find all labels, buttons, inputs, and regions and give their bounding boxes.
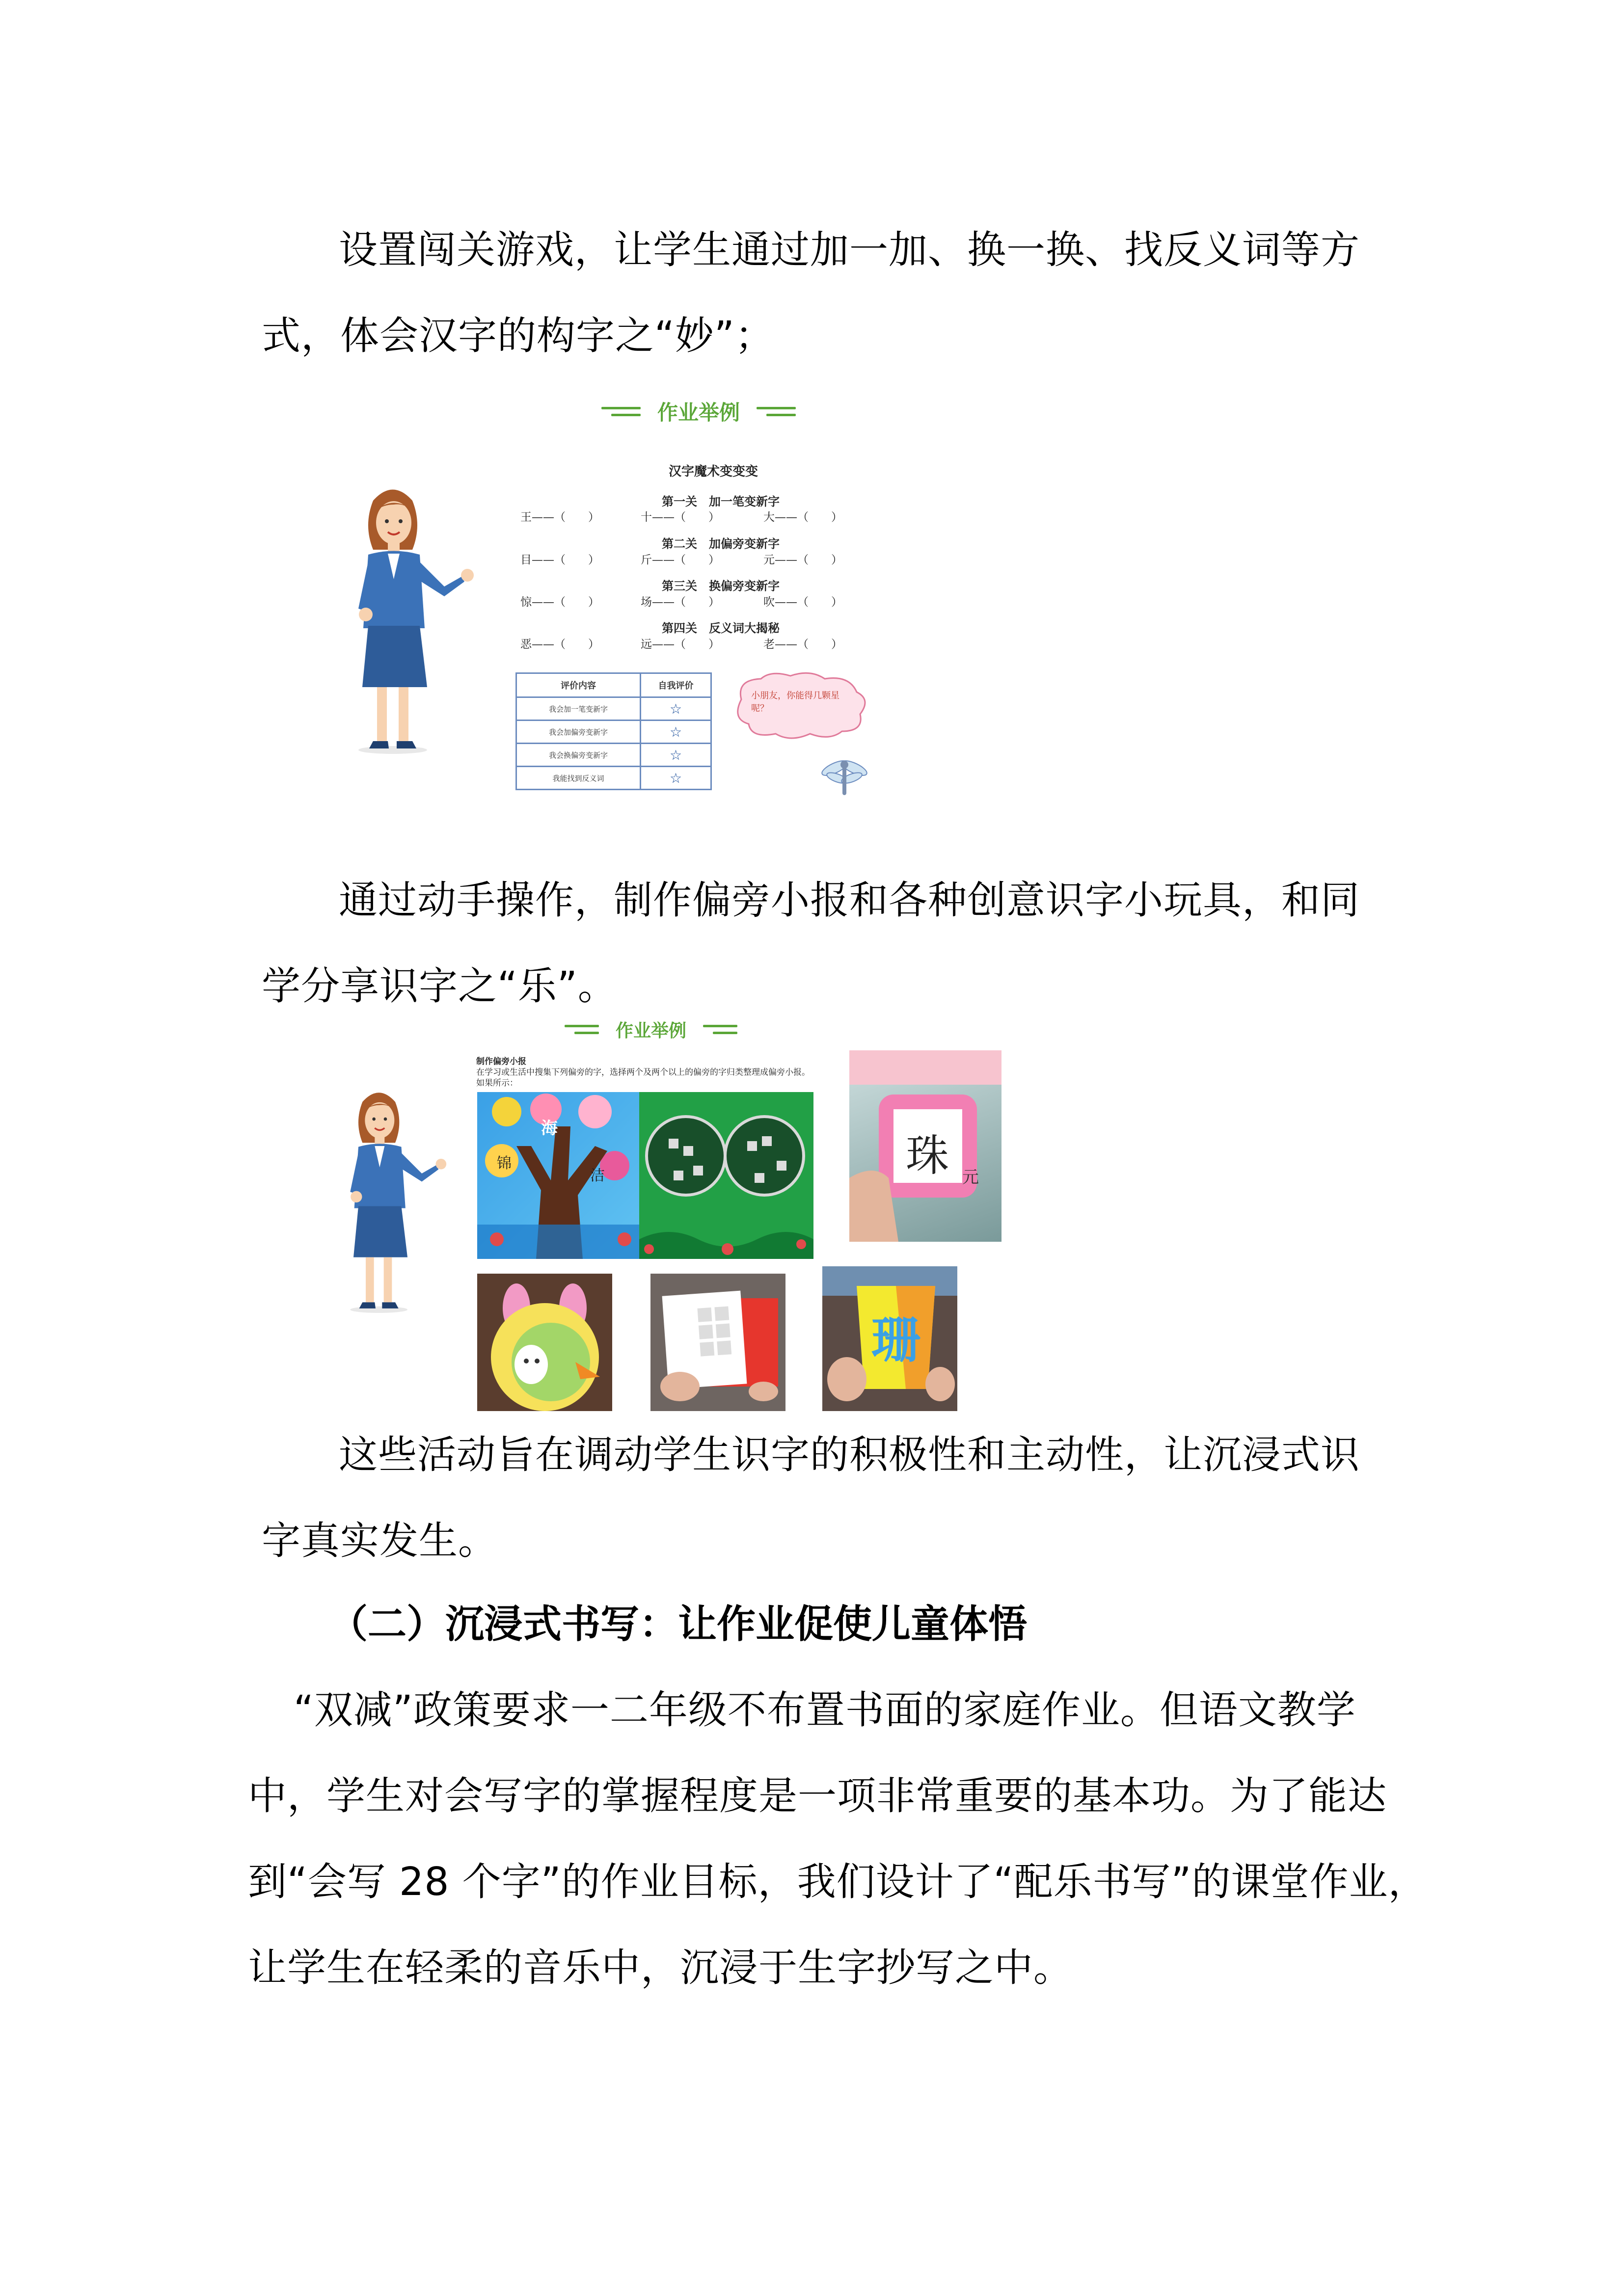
- table-row: [516, 767, 711, 790]
- homework-example-figure-1: [334, 388, 923, 810]
- paper-cup-photo: [822, 1266, 957, 1411]
- level-2-title: 第二关 加偏旁变新字: [662, 536, 780, 551]
- svg-text:洁: 洁: [590, 1167, 605, 1184]
- paragraph-4-line-1: “双减”政策要求一二年级不布置书面的家庭作业。但语文教学: [294, 1687, 1356, 1733]
- level-4-item: 远——（ ）: [641, 638, 720, 651]
- card-character: 珠: [906, 1130, 949, 1181]
- self-evaluation-table: [515, 672, 712, 790]
- level-4-title: 第四关 反义词大揭秘: [662, 621, 780, 635]
- svg-text:元: 元: [962, 1168, 979, 1187]
- homework-example-banner: [565, 1017, 737, 1042]
- paragraph-3-line-2: 字真实发生。: [262, 1518, 497, 1563]
- paragraph-2-line-2: 学分享识字之“乐”。: [262, 963, 617, 1009]
- task-example-text: 如果所示：: [476, 1078, 518, 1088]
- table-row: [516, 697, 711, 721]
- homework-example-figure-2: [334, 1011, 1006, 1394]
- level-3-item: 吹——（ ）: [763, 596, 842, 609]
- table-cell: 我会加偏旁变新字: [516, 721, 641, 744]
- level-1-item: 十——（ ）: [641, 511, 720, 524]
- table-header: 评价内容: [516, 673, 641, 697]
- level-1-item: 大——（ ）: [763, 511, 842, 524]
- thought-bubble-text: 小朋友，你能得几颗星呢？: [751, 691, 839, 714]
- character-book-photo: [650, 1274, 785, 1411]
- paragraph-2-line-1: 通过动手操作，制作偏旁小报和各种创意识字小玩具，和同: [339, 878, 1360, 923]
- table-row: [516, 721, 711, 744]
- worksheet-title: 汉字魔术变变变: [669, 464, 758, 479]
- table-cell: 我会换偏旁变新字: [516, 744, 641, 767]
- worksheet: [520, 388, 903, 810]
- star-icon: ☆: [641, 767, 711, 790]
- banner-text: 作业举例: [616, 1021, 687, 1041]
- level-2-item: 目——（ ）: [520, 554, 599, 566]
- teacher-illustration: [334, 1085, 457, 1315]
- level-3-title: 第三关 换偏旁变新字: [662, 579, 780, 593]
- star-icon: ☆: [641, 744, 711, 767]
- task-title: 制作偏旁小报: [476, 1057, 526, 1067]
- level-3-item: 场——（ ）: [641, 596, 720, 609]
- svg-text:锦: 锦: [497, 1155, 512, 1172]
- table-header-row: [516, 673, 711, 697]
- radical-poster-photo-2: [639, 1092, 813, 1259]
- teacher-illustration: [339, 481, 486, 756]
- star-icon: ☆: [641, 721, 711, 744]
- level-3-item: 惊——（ ）: [520, 596, 599, 609]
- task-desc-text: 在学习或生活中搜集下列偏旁的字，选择两个及两个以上的偏旁的字归类整理成偏旁小报。: [476, 1068, 810, 1077]
- level-4-item: 老——（ ）: [763, 638, 842, 651]
- banner-text: 作业举例: [657, 400, 740, 425]
- level-4-item: 恶——（ ）: [520, 638, 599, 651]
- svg-text:海: 海: [541, 1119, 558, 1138]
- level-2-item: 元——（ ）: [763, 554, 842, 566]
- paragraph-3-line-1: 这些活动旨在调动学生识字的积极性和主动性，让沉浸式识: [339, 1432, 1360, 1477]
- level-2-item: 斤——（ ）: [641, 554, 720, 566]
- dragonfly-icon: [815, 751, 874, 800]
- table-row: [516, 744, 711, 767]
- table-header: 自我评价: [641, 673, 711, 697]
- task-description: [476, 1056, 810, 1089]
- paragraph-4-line-3: 到“会写 28 个字”的作业目标，我们设计了“配乐书写”的课堂作业，: [248, 1859, 1428, 1904]
- section-heading: （二）沉浸式书写：让作业促使儿童体悟: [329, 1602, 1027, 1647]
- banner-lines-left: [565, 1025, 599, 1034]
- paragraph-4-line-4: 让学生在轻柔的音乐中，沉浸于生字抄写之中。: [248, 1945, 1073, 1990]
- table-cell: 我会加一笔变新字: [516, 697, 641, 721]
- level-1-item: 王——（ ）: [520, 511, 599, 524]
- star-icon: ☆: [641, 697, 711, 721]
- paragraph-1-line-2: 式，体会汉字的构字之“妙”；: [262, 313, 774, 358]
- table-cell: 我能找到反义词: [516, 767, 641, 790]
- cup-character: 珊: [871, 1311, 920, 1369]
- paragraph-4-line-2: 中，学生对会写字的掌握程度是一项非常重要的基本功。为了能达: [248, 1773, 1387, 1818]
- rabbit-toy-photo: [477, 1274, 612, 1411]
- banner-lines-right: [703, 1025, 737, 1034]
- radical-poster-photo-1: [477, 1092, 639, 1259]
- character-card-photo: [849, 1050, 1001, 1242]
- level-1-title: 第一关 加一笔变新字: [662, 494, 780, 508]
- paragraph-1-line-1: 设置闯关游戏，让学生通过加一加、换一换、找反义词等方: [339, 227, 1360, 272]
